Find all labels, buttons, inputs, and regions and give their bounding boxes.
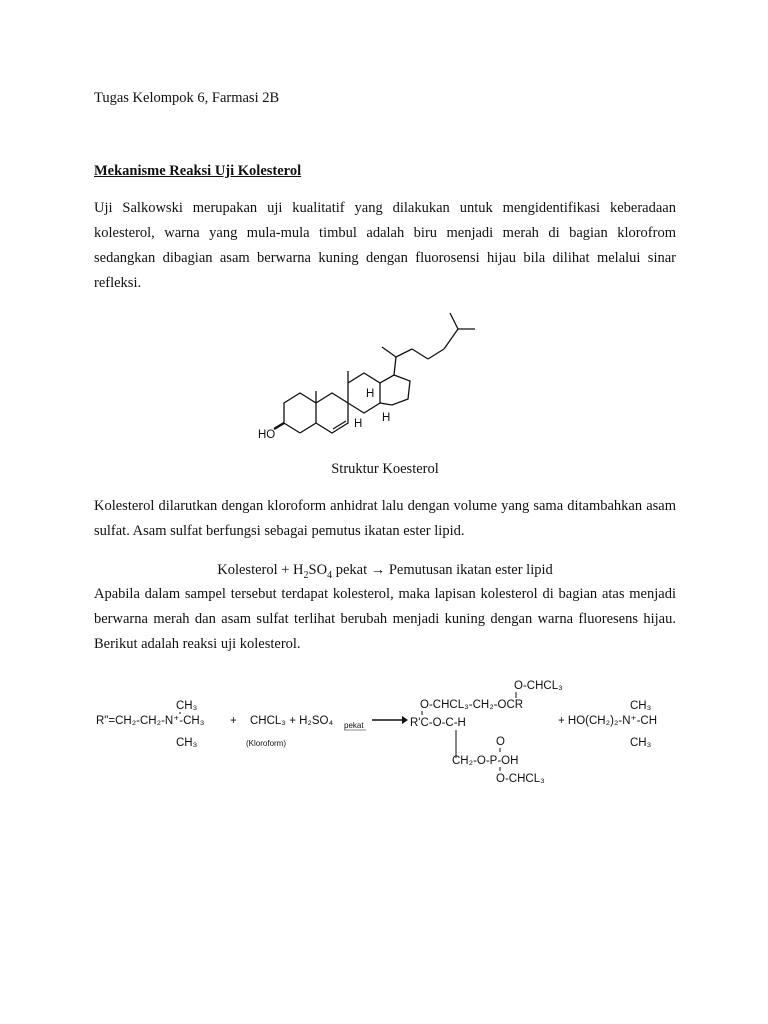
- paragraph-salkowski: Uji Salkowski merupakan uji kualitatif yang dilakukan untuk mengidentifikasi keberadaan kolesterol, warna yang mula-mula timbul adalah biru menjadi merah di bagian klorofrom sedangkan dibagian asam berwarna kuning dengan fluorosensi hijau bila dilihat melalui sinar refleksi.: [94, 200, 676, 291]
- ch3-top2-label: CH₃: [630, 700, 652, 712]
- equation-right: pekat → Pemutusan ikatan ester lipid: [332, 562, 553, 578]
- equation-mid: SO: [308, 562, 328, 578]
- kloroform-label: (Kloroform): [246, 739, 287, 748]
- paragraph-result: Apabila dalam sampel tersebut terdapat kolesterol, maka lapisan kolesterol di bagian atas menjadi berwarna merah dan asam sulfat terlihat berubah menjadi kuning dengan warna fluoresens hijau. Berikut adalah reaksi uji kolesterol.: [94, 586, 676, 652]
- cholesterol-structure: [258, 305, 500, 450]
- structure-caption: Struktur Koesterol: [331, 461, 439, 477]
- product-top-label: O-CHCL₃: [514, 680, 563, 692]
- pekat-label: pekat: [344, 721, 364, 730]
- ch3-top-label: CH₃: [176, 700, 198, 712]
- choline-label: + HO(CH₂)₂-N⁺-CH: [558, 715, 658, 727]
- header-text: Tugas Kelompok 6, Farmasi 2B: [94, 90, 280, 106]
- h-label-3: H: [354, 418, 363, 430]
- ch3-bottom-label: CH₃: [176, 737, 198, 749]
- product-o-label: O: [496, 736, 505, 748]
- equation-sub-2: 4: [327, 569, 333, 581]
- product-row4-label: CH₂-O-P-OH: [452, 755, 519, 767]
- product-row2-label: O-CHCL₃-CH₂-OCR: [420, 699, 524, 711]
- h-label-2: H: [382, 412, 391, 424]
- product-row3-label: R'C-O-C-H: [410, 717, 466, 729]
- h-label-1: H: [366, 388, 375, 400]
- section-title: Mekanisme Reaksi Uji Kolesterol: [94, 163, 302, 179]
- paragraph-kloroform: Kolesterol dilarutkan dengan kloroform anhidrat lalu dengan volume yang sama ditambahkan asam sulfat. Asam sulfat berfungsi sebagai pemutus ikatan ester lipid.: [94, 498, 676, 539]
- ho-label: HO: [258, 429, 276, 441]
- product-row5-label: O-CHCL₃: [496, 773, 545, 785]
- amine-label: R"=CH₂-CH₂-N⁺-CH₃: [96, 715, 205, 727]
- plus-sign-1: +: [230, 715, 237, 727]
- equation-left: Kolesterol + H: [217, 562, 304, 578]
- ch3-bottom2-label: CH₃: [630, 737, 652, 749]
- reagents-label: CHCL₃ + H₂SO₄: [250, 715, 334, 727]
- reaction-scheme: [90, 672, 680, 792]
- equation-sub-1: 2: [303, 569, 309, 581]
